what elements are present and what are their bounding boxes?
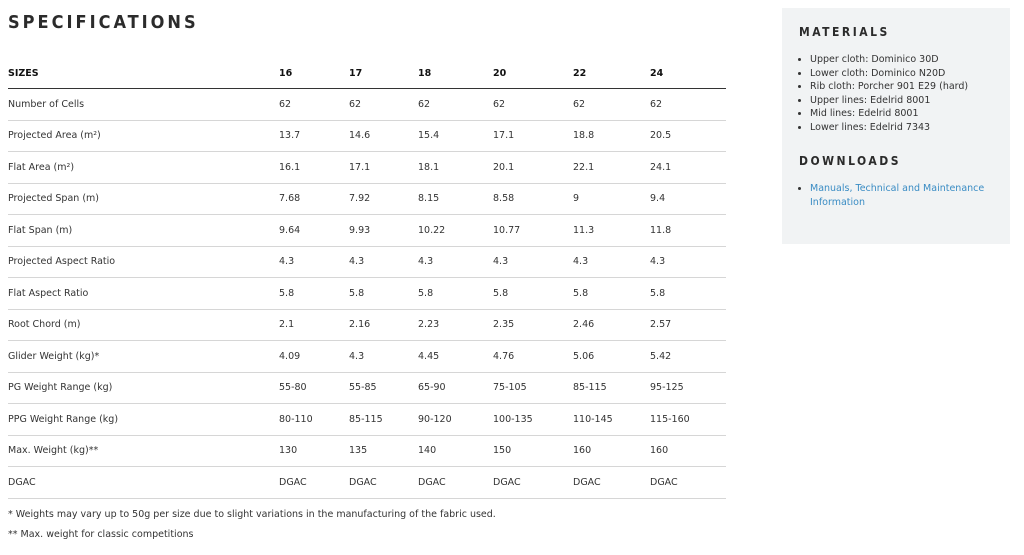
- table-cell: 16.1: [279, 152, 349, 184]
- table-cell: 62: [573, 89, 650, 121]
- table-cell: 18.8: [573, 120, 650, 152]
- table-cell: 2.23: [418, 309, 493, 341]
- row-label: PG Weight Range (kg): [8, 372, 279, 404]
- table-row: [8, 435, 726, 467]
- table-cell: 4.3: [573, 246, 650, 278]
- table-cell: 24.1: [650, 152, 726, 184]
- row-label: Flat Aspect Ratio: [8, 278, 279, 310]
- table-cell: 65-90: [418, 372, 493, 404]
- table-cell: 11.8: [650, 215, 726, 247]
- table-cell: 130: [279, 435, 349, 467]
- table-cell: 62: [650, 89, 726, 121]
- row-label: Glider Weight (kg)*: [8, 341, 279, 373]
- table-cell: 110-145: [573, 404, 650, 436]
- downloads-heading: DOWNLOADS: [799, 154, 901, 168]
- table-cell: 10.77: [493, 215, 573, 247]
- table-cell: 135: [349, 435, 418, 467]
- table-row: [8, 404, 726, 436]
- table-cell: 7.68: [279, 183, 349, 215]
- list-item: [810, 182, 1000, 209]
- table-cell: 140: [418, 435, 493, 467]
- table-cell: 62: [418, 89, 493, 121]
- table-cell: 95-125: [650, 372, 726, 404]
- row-label: PPG Weight Range (kg): [8, 404, 279, 436]
- materials-heading: MATERIALS: [799, 25, 890, 39]
- table-row: [8, 120, 726, 152]
- size-header: 18: [418, 58, 493, 89]
- table-cell: 5.42: [650, 341, 726, 373]
- table-body: [8, 89, 726, 499]
- table-cell: 2.46: [573, 309, 650, 341]
- table-cell: 115-160: [650, 404, 726, 436]
- table-cell: 2.1: [279, 309, 349, 341]
- manuals-download-link[interactable]: Manuals, Technical and Maintenance Information: [810, 183, 985, 208]
- downloads-list: [799, 182, 1000, 209]
- table-cell: 20.5: [650, 120, 726, 152]
- list-item: • Upper lines: Edelrid 8001: [810, 94, 968, 108]
- footnote-max-weight: ** Max. weight for classic competitions: [8, 528, 194, 540]
- row-label: Max. Weight (kg)**: [8, 435, 279, 467]
- table-cell: 4.76: [493, 341, 573, 373]
- table-cell: DGAC: [573, 467, 650, 499]
- table-row: [8, 467, 726, 499]
- table-cell: 10.22: [418, 215, 493, 247]
- size-header: 24: [650, 58, 726, 89]
- materials-list: [799, 53, 968, 135]
- table-cell: 20.1: [493, 152, 573, 184]
- table-cell: 14.6: [349, 120, 418, 152]
- table-row: [8, 89, 726, 121]
- table-cell: 4.3: [418, 246, 493, 278]
- list-item: • Lower cloth: Dominico N20D: [810, 67, 968, 81]
- table-cell: DGAC: [650, 467, 726, 499]
- table-row: [8, 183, 726, 215]
- table-row: [8, 152, 726, 184]
- table-row: [8, 372, 726, 404]
- table-cell: 17.1: [349, 152, 418, 184]
- table-cell: 85-115: [349, 404, 418, 436]
- table-cell: 15.4: [418, 120, 493, 152]
- row-label: Flat Area (m²): [8, 152, 279, 184]
- table-cell: 18.1: [418, 152, 493, 184]
- table-row: [8, 215, 726, 247]
- table-cell: 5.8: [279, 278, 349, 310]
- table-cell: DGAC: [493, 467, 573, 499]
- table-row: [8, 309, 726, 341]
- table-cell: 4.3: [493, 246, 573, 278]
- table-cell: 4.09: [279, 341, 349, 373]
- table-cell: 8.15: [418, 183, 493, 215]
- table-cell: 75-105: [493, 372, 573, 404]
- row-label: Root Chord (m): [8, 309, 279, 341]
- list-item: • Mid lines: Edelrid 8001: [810, 107, 968, 121]
- table-cell: 150: [493, 435, 573, 467]
- table-cell: 2.35: [493, 309, 573, 341]
- table-cell: 160: [650, 435, 726, 467]
- table-cell: DGAC: [418, 467, 493, 499]
- list-item: • Lower lines: Edelrid 7343: [810, 121, 968, 135]
- table-cell: 5.06: [573, 341, 650, 373]
- row-label: Projected Aspect Ratio: [8, 246, 279, 278]
- row-label: DGAC: [8, 467, 279, 499]
- table-cell: 5.8: [349, 278, 418, 310]
- row-label: Projected Area (m²): [8, 120, 279, 152]
- specifications-section: [8, 8, 726, 545]
- table-cell: 62: [493, 89, 573, 121]
- table-cell: 17.1: [493, 120, 573, 152]
- table-cell: 4.3: [650, 246, 726, 278]
- table-cell: 55-85: [349, 372, 418, 404]
- table-cell: DGAC: [349, 467, 418, 499]
- table-cell: 80-110: [279, 404, 349, 436]
- table-cell: 11.3: [573, 215, 650, 247]
- table-cell: 8.58: [493, 183, 573, 215]
- table-cell: 22.1: [573, 152, 650, 184]
- table-cell: 2.57: [650, 309, 726, 341]
- table-cell: 160: [573, 435, 650, 467]
- table-cell: 90-120: [418, 404, 493, 436]
- table-header-row: [8, 58, 726, 89]
- size-header: 17: [349, 58, 418, 89]
- footnotes: [8, 505, 726, 545]
- list-item: • Rib cloth: Porcher 901 E29 (hard): [810, 80, 968, 94]
- table-cell: DGAC: [279, 467, 349, 499]
- info-sidebar: [782, 8, 1010, 244]
- table-cell: 4.45: [418, 341, 493, 373]
- row-label: Number of Cells: [8, 89, 279, 121]
- table-cell: 4.3: [349, 246, 418, 278]
- table-cell: 9.93: [349, 215, 418, 247]
- table-row: [8, 246, 726, 278]
- table-cell: 9.64: [279, 215, 349, 247]
- table-cell: 4.3: [279, 246, 349, 278]
- table-cell: 5.8: [650, 278, 726, 310]
- row-label: Projected Span (m): [8, 183, 279, 215]
- size-header: 22: [573, 58, 650, 89]
- table-row: [8, 278, 726, 310]
- table-cell: 85-115: [573, 372, 650, 404]
- table-cell: 13.7: [279, 120, 349, 152]
- size-header: 20: [493, 58, 573, 89]
- row-label: Flat Span (m): [8, 215, 279, 247]
- table-cell: 100-135: [493, 404, 573, 436]
- specifications-table: [8, 58, 726, 499]
- list-item: • Upper cloth: Dominico 30D: [810, 53, 968, 67]
- specifications-title: SPECIFICATIONS: [8, 12, 199, 33]
- size-header: 16: [279, 58, 349, 89]
- table-cell: 9.4: [650, 183, 726, 215]
- table-cell: 2.16: [349, 309, 418, 341]
- table-cell: 7.92: [349, 183, 418, 215]
- table-cell: 5.8: [493, 278, 573, 310]
- table-cell: 62: [279, 89, 349, 121]
- table-cell: 4.3: [349, 341, 418, 373]
- table-cell: 5.8: [573, 278, 650, 310]
- sizes-header-label: SIZES: [8, 58, 279, 89]
- table-row: [8, 341, 726, 373]
- table-cell: 55-80: [279, 372, 349, 404]
- table-cell: 5.8: [418, 278, 493, 310]
- table-cell: 62: [349, 89, 418, 121]
- table-cell: 9: [573, 183, 650, 215]
- footnote-weight: * Weights may vary up to 50g per size due to slight variations in the manufacturing of the fabric used.: [8, 508, 496, 520]
